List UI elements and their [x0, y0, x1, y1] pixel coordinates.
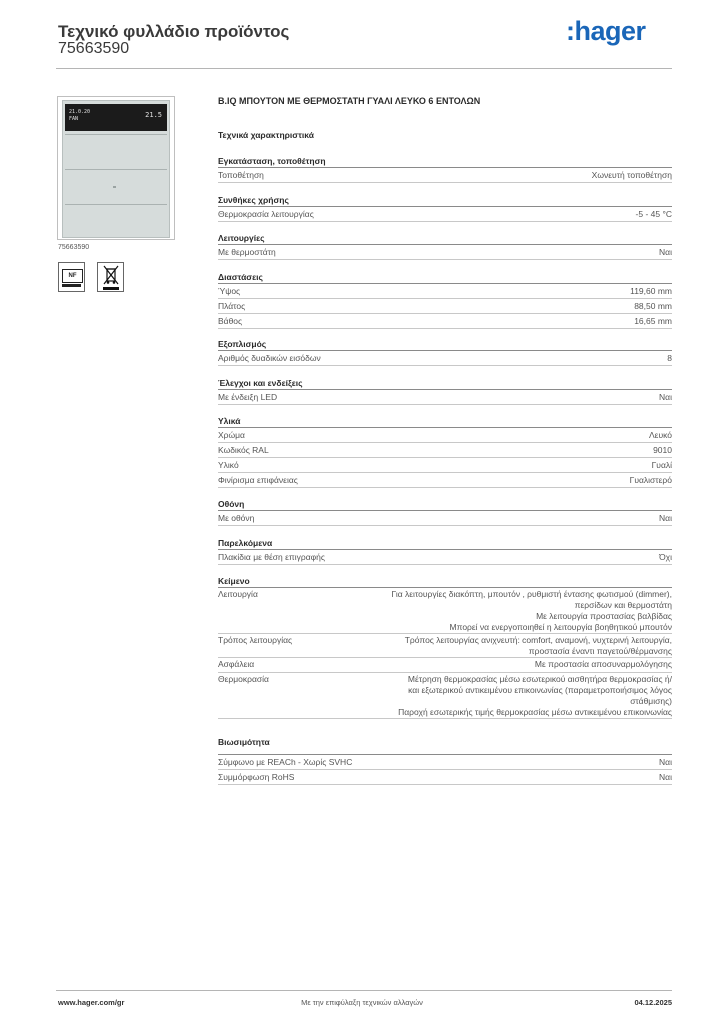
spec-row [218, 658, 672, 673]
spec-row [218, 314, 672, 329]
section-title: Παρελκόμενα [218, 537, 672, 550]
spec-row [218, 390, 672, 405]
spec-row [218, 458, 672, 473]
value-line: Για λειτουργίες διακόπτη, μπουτόν , ρυθμιστή έντασης φωτισμού (dimmer), [391, 589, 672, 599]
spec-value: Ναι [659, 772, 672, 782]
spec-value: Γυαλιστερό [629, 475, 672, 485]
section-title: Εγκατάσταση, τοποθέτηση [218, 155, 672, 168]
value-line: περσίδων και θερμοστάτη [574, 600, 672, 610]
spec-label: Τοποθέτηση [218, 170, 264, 180]
spec-row [218, 245, 672, 260]
device-display [65, 104, 167, 131]
value-line: και εξωτερικού αντικειμένου επικοινωνίας (παραμετροποιήσιμος λόγος [408, 685, 672, 695]
spec-row [218, 511, 672, 526]
spec-row [218, 550, 672, 565]
spec-row [218, 588, 672, 634]
spec-value: Λευκό [649, 430, 672, 440]
spec-value: Ναι [659, 392, 672, 402]
specs-heading: Τεχνικά χαρακτηριστικά [218, 130, 314, 140]
value-line: Μπορεί να ενεργοποιηθεί η λειτουργία βοηθητικού μπουτόν [449, 622, 672, 632]
led-indicator [113, 186, 116, 188]
thumbnail-caption: 75663590 [58, 244, 90, 251]
section-equipment [218, 338, 672, 366]
nf-base [62, 284, 81, 287]
section-materials [218, 415, 672, 488]
spec-label: Με θερμοστάτη [218, 247, 276, 257]
spec-value: Γυαλί [651, 460, 672, 470]
nf-certification-icon [58, 262, 85, 292]
spec-label: Κωδικός RAL [218, 445, 269, 455]
section-title: Συνθήκες χρήσης [218, 194, 672, 207]
crossed-bin-graphic [103, 265, 119, 285]
spec-label: Τρόπος λειτουργίας [218, 635, 293, 645]
section-title: Κείμενο [218, 575, 672, 588]
spec-value: Ναι [659, 513, 672, 523]
section-title: Λειτουργίες [218, 232, 672, 245]
value-line: Με προστασία αποσυναρμολόγησης [534, 659, 672, 669]
spec-row [218, 634, 672, 658]
product-image [57, 96, 175, 240]
spec-value: 119,60 mm [630, 286, 672, 296]
spec-value: -5 - 45 °C [635, 209, 672, 219]
section-text [218, 575, 672, 719]
spec-row [218, 207, 672, 222]
value-line: Μέτρηση θερμοκρασίας μέσω εσωτερικού αισθητήρα θερμοκρασίας ή/ [407, 674, 672, 684]
section-accessories [218, 537, 672, 565]
product-title: B.IQ ΜΠΟΥΤΟΝ ΜΕ ΘΕΡΜΟΣΤΑΤΗ ΓΥΑΛΙ ΛΕΥΚΟ 6 ΕΝΤΟΛΩΝ [218, 96, 481, 106]
spec-label: Φινίρισμα επιφάνειας [218, 475, 298, 485]
spec-label: Αριθμός δυαδικών εισόδων [218, 353, 321, 363]
value-line: Παροχή εσωτερικής τιμής θερμοκρασίας μέσω αντικειμένου επικοινωνίας [398, 707, 672, 717]
spec-value: Ναι [659, 757, 672, 767]
button-divider [65, 134, 167, 135]
spec-value [342, 673, 672, 718]
spec-value: 16,65 mm [634, 316, 672, 326]
spec-row [218, 754, 672, 770]
footer-website: www.hager.com/gr [58, 998, 125, 1007]
spec-value: 88,50 mm [634, 301, 672, 311]
footer-notice: Με την επιφύλαξη τεχνικών αλλαγών [301, 998, 423, 1007]
value-line: στάθμισης) [630, 696, 672, 706]
hager-logo: :hager [566, 16, 646, 46]
section-title: Υλικά [218, 415, 672, 428]
section-title: Οθόνη [218, 498, 672, 511]
spec-row [218, 284, 672, 299]
spec-label: Υλικό [218, 460, 239, 470]
header-divider [56, 68, 672, 69]
spec-value: Χωνευτή τοποθέτηση [591, 170, 672, 180]
spec-row [218, 299, 672, 314]
section-title: Βιωσιμότητα [218, 737, 270, 747]
spec-label: Πλάτος [218, 301, 246, 311]
spec-value: Όχι [659, 552, 672, 562]
footer-divider [56, 990, 672, 991]
spec-row [218, 473, 672, 488]
section-functions [218, 232, 672, 260]
weee-crossed-bin-icon [97, 262, 124, 292]
spec-label: Σύμφωνο με REACh - Χωρίς SVHC [218, 757, 353, 767]
spec-label: Θερμοκρασία [218, 674, 269, 684]
spec-label: Λειτουργία [218, 589, 258, 599]
spec-label: Βάθος [218, 316, 243, 326]
spec-value: 9010 [653, 445, 672, 455]
spec-label: Συμμόρφωση RoHS [218, 772, 295, 782]
spec-value [342, 634, 672, 657]
spec-row [218, 443, 672, 458]
spec-value: Ναι [659, 247, 672, 257]
section-title: Εξοπλισμός [218, 338, 672, 351]
button-divider [65, 204, 167, 205]
section-sustainability [218, 736, 672, 785]
value-line: Τρόπος λειτουργίας ανιχνευτή: comfort, αναμονή, νυχτερινή λειτουργία, [404, 635, 672, 645]
spec-row [218, 351, 672, 366]
product-code: 75663590 [58, 40, 130, 57]
spec-label: Πλακίδια με θέση επιγραφής [218, 552, 325, 562]
value-line: Με λειτουργία προστασίας βαλβίδας [536, 611, 672, 621]
spec-label: Χρώμα [218, 430, 245, 440]
spec-label: Με ένδειξη LED [218, 392, 278, 402]
spec-value [342, 658, 672, 670]
section-title: Έλεγχοι και ενδείξεις [218, 377, 672, 390]
spec-label: Ύψος [218, 286, 241, 296]
section-install [218, 155, 672, 183]
document-title: Τεχνικό φυλλάδιο προϊόντος [58, 22, 290, 41]
spec-label: Θερμοκρασία λειτουργίας [218, 209, 314, 219]
spec-row [218, 673, 672, 719]
device-illustration [62, 100, 170, 238]
spec-row [218, 168, 672, 183]
display-text-right: 21.5 [145, 111, 162, 119]
spec-label: Με οθόνη [218, 513, 255, 523]
spec-value [342, 588, 672, 633]
nf-label: NF [62, 269, 83, 283]
value-line: προστασία έναντι παγετού/θέρμανσης [528, 646, 672, 656]
spec-label: Ασφάλεια [218, 659, 255, 669]
section-title: Διαστάσεις [218, 271, 672, 284]
section-display [218, 498, 672, 526]
section-controls [218, 377, 672, 405]
section-usage [218, 194, 672, 222]
display-text-left-sub: FAN [69, 116, 79, 122]
spec-value: 8 [667, 353, 672, 363]
spec-row [218, 770, 672, 785]
section-dimensions [218, 271, 672, 329]
button-divider [65, 169, 167, 170]
display-text-left: 21.0.20 [69, 109, 91, 115]
weee-bar [103, 287, 119, 290]
footer-date: 04.12.2025 [634, 998, 672, 1007]
spec-row [218, 428, 672, 443]
